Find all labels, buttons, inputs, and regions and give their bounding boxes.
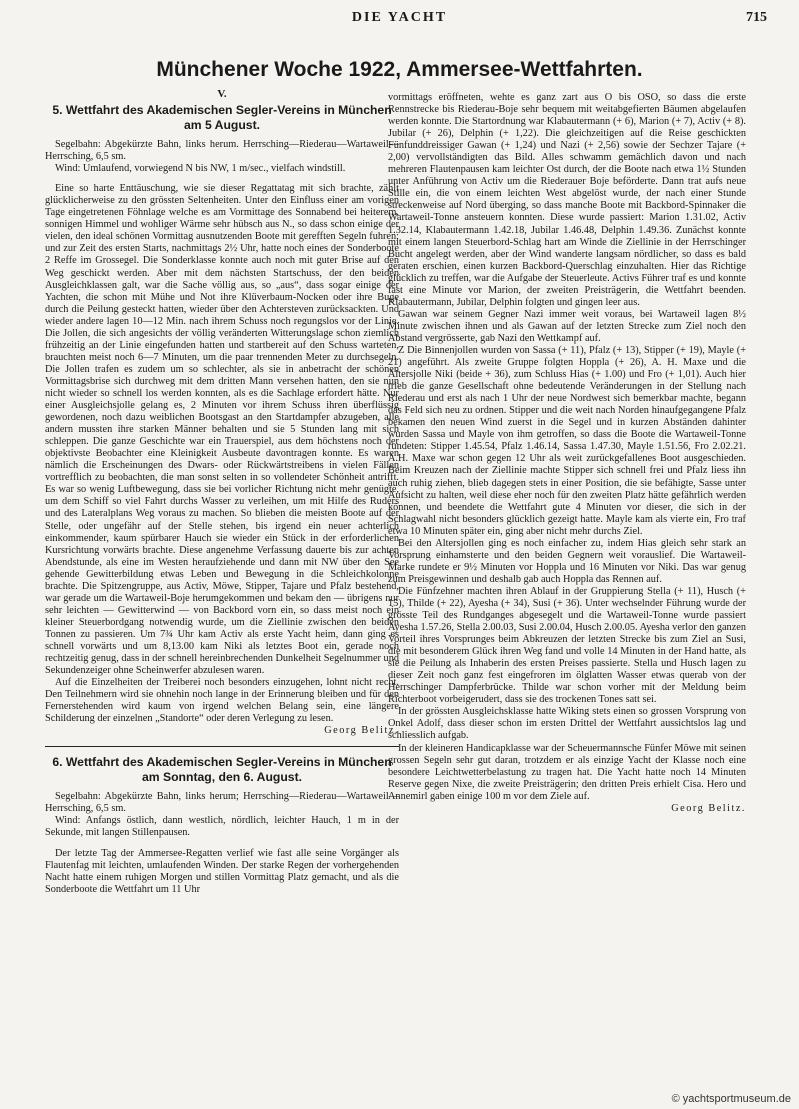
course-paragraph: Segelbahn: Abgekürzte Bahn, links herum. Herrsching—Riederau—Wartaweil—Herrsching, 6,5 sm. bbox=[45, 139, 399, 163]
left-column bbox=[45, 88, 399, 896]
author-signature: Georg Belitz. bbox=[324, 725, 399, 737]
right-column bbox=[388, 92, 746, 815]
body-paragraph: vormittags eröffneten, wehte es ganz zart aus O bis OSO, so dass die erste Rennstrecke bis Riederau-Boje sehr bequem mit weitabgefierten Bäumen abgelaufen werden konnte. Die Startordnung war Klabautermann (+ 6), Marion (+ 7), Activ (+ 8). Jubilar (+ 26), Delphin (+ 1,22). Die gleichzeitigen auf die Reise geschickten Fünfunddreissiger Gawan (+ 1,24) und Nazi (+ 2,56) sowie der Sechzer Tajare (+ 2,00) vervollständigten das Bild. Alles schwamm gemächlich davon und nach mehreren Flautenpausen kam leichter Ost durch, der die Boote nach etwa 1½ Stunden unter Anführung von Activ um die Riederauer Boje beförderte. Dann trat aufs neue Stille ein, die von einem leichten West abgelöst wurde, der nach einer Stunde streckenweise auf Nord überging, so dass manche Boote mit Backbord-Spinnaker die Wartaweil-Tonne ansteuern konnten. Diese wurde passiert: Marion 1.31.02, Activ 1.32.14, Klabautermann 1.42.18, Jubilar 1.46.48, Delphin 1.49.36. Zunächst konnte mit einem langen Steuerbord-Schlag hart am Winde die Ziellinie in der Herrschinger Bucht angelegt werden, aber der Wind wanderte langsam nördlicher, so dass es bald geraten erschien, einen kurzen Backbord-Querschlag einzuhalten. Hier das Richtige glücklich zu treffen, war die Aufgabe der Steuerleute. Activs Führer traf es und konnte fast eine Minute vor Marion, der zweiten Preisträgerin, die Wettfahrt beenden. Klabautermann, Jubilar, Delphin folgten und gingen leer aus. bbox=[388, 92, 746, 308]
body-paragraph: Die Fünfzehner machten ihren Ablauf in der Gruppierung Stella (+ 11), Husch (+ 15), Thilde (+ 22), Ayesha (+ 34), Susi (+ 36). Unter wechselnder Führung wurde der grösste Teil des Rundganges abgesegelt und die Wartaweil-Tonne wurde passiert Ayesha 1.57.26, Stella 2.00.03, Susi 2.00.04, Husch 2.00.05. Ayesha verlor den ganzen Vorteil ihres Vorsprunges beim Abkreuzen der letzten Strecke bis zum Ziel an Susi, die mit besonderem Glück ihren Weg fand und volle 14 Minuten in der Hand hatte, als sie die Peilung als Inhaberin des ersten Preises passierte. Stella und Husch lagen zu dieser Zeit noch ganz fest eingefroren im ölglatten Wasser etwas querab von der Herrschinger Dampferbrücke. Thilde war schon vorher mit der Meldung beim Richterboot vorbeigerudert, dass sie des trockenen Tones satt sei. bbox=[388, 585, 746, 706]
page-header bbox=[0, 10, 799, 36]
wind-paragraph: Wind: Anfangs östlich, dann westlich, nördlich, leichter Hauch, 1 m in der Sekunde, mit langen Stillenpausen. bbox=[45, 815, 399, 839]
article-title: Münchener Woche 1922, Ammersee-Wettfahrten. bbox=[156, 58, 643, 81]
course-paragraph: Segelbahn: Abgekürzte Bahn, links herum; Herrsching—Riederau—Wartaweil—Herrsching, 6,5 sm. bbox=[45, 791, 399, 815]
section-heading-race-6: 6. Wettfahrt des Akademischen Segler-Vereins in München am Sonntag, den 6. August. bbox=[52, 755, 392, 785]
body-paragraph: Bei den Altersjollen ging es noch einfacher zu, indem Hias gleich sehr stark an Vorsprung einhamsterte und den beiden Gegnern weit vorauslief. Die Wartaweil-Marke rundete er 9½ Minuten vor Hoppla und 16 Minuten vor Niki. Das war genug zum Preisgewinnen und deshalb gab auch Hoppla das Rennen auf. bbox=[388, 537, 746, 585]
body-paragraph: In der kleineren Handicapklasse war der Scheuermannsche Fünfer Möwe mit seinen grossen Segeln sehr gut daran, trotzdem er als einzige Yacht der Klasse noch eine besondere Leichtwetterbelastung zu tragen hat. Die Yacht hatte noch 14 Minuten Reserve gegen Nixe, die zweite Preisträgerin; den dritten Preis erhielt Cisa. Hero und Annemirl gaben einige 100 m vor dem Ziele auf. bbox=[388, 742, 746, 802]
body-paragraph: Auf die Einzelheiten der Treiberei noch besonders einzugehen, lohnt nicht recht. Den Teilnehmern wird sie ohnehin noch lange in der Erinnerung bleiben und für den Fernerstehenden wird kaum von irgend welchen Belang sein, eine längere Schilderung der einzelnen „Standorte“ oder deren Verlegung zu lesen. bbox=[45, 677, 399, 725]
body-paragraph: In der grössten Ausgleichsklasse hatte Wiking stets einen so grossen Vorsprung von Onkel Adolf, dass dieser schon im ersten Drittel der Wettfahrt aussichtslos lag und schliesslich aufgab. bbox=[388, 706, 746, 742]
page-number: 715 bbox=[746, 10, 767, 25]
body-paragraph: Eine so harte Enttäuschung, wie sie dieser Regattatag mit sich brachte, zählt glücklicherweise zu den grössten Seltenheiten. Unter den Einfluss einer am vorigen Tage eingetretenen Föhnlage welche es am Vormittage des Sonnabend bei heiterem, sonnigen Himmel und wohliger Wärme sehr hübsch aus N., so dass schon einige der vielen, den ideal schönen Vormittag ausnutzenden Boote mit gerefften Segeln fuhren; und zur Zeit des ersten Starts, nachmittags 2½ Uhr, hatte noch eines der Sonderboote 2 Reffe im Grossegel. Die Sonderklasse konnte auch noch mit guter Brise auf den Weg geschickt werden. Aber mit dem nächsten Startschuss, der den beiden Ausgleichklassen galt, war die Sache völlig aus, so „aus“, dass sogar einige der Yachten, die schon mit Mühe und Not ihre Klüverbaum-Nocken oder ihre Buge durch die Peilung gesteckt hatten, wieder über den Achtersteven zurücksackten. Und wieder andere lagen 10—12 Min. nach ihrem Schuss noch regungslos vor der Linie. Die Jollen, die sich angesichts der völlig veränderten Witterungslage schon ziemlich frühzeitig an der Linie eingefunden hatten und startbereit auf den Schuss warteten, brauchten meist noch 6—7 Minuten, um die paar trennenden Meter zu durchsegeln. Die Jollen trafen es zudem um so schlechter, als sie in anbetracht der schönen Vormittagsbrise sich durchweg mit dem dritten Mann versehen hatten, den sie nun nicht wieder so schnell los werden konnten, als es die Sachlage erfordert hätte. Nur einer Ausgleichsjolle gelang es, 2 Minuten vor ihrem Schuss ihren überflüssig gewordenen, noch dazu weiblichen Bootsgast an den Startdampfer abzugeben, alle andern mussten ihre starken Männer behalten und sie 5 Stunden lang mit sich schleppen. Die ganze Geschichte war ein Trauerspiel, aus dem höchstens noch der objektivste Beobachter eine Kleinigkeit Ausbeute davontragen konnte. Es waren nämlich die Erscheinungen des Dwars- oder Rückwärtstreibens in vielen Fällen vortrefflich zu beobachten, die man sonst selten in so vollendeter Schönheit antrifft. Es war so wenig Luftbewegung, dass sie bei vorlicher Richtung nicht mehr genügte, um dem Schiff so viel Fahrt durchs Wasser zu verleihen, um mit Hilfe des Ruders und des Lateralplans Weg voraus zu machen. So blieben die meisten Boote auf der Stelle, oder ungefähr auf der Stelle stehen, bis irgend ein neuer achterlich einkommender, kaum spürbarer Hauch sie wieder ein Stück in der erforderlichen Kursrichtung vorwärts brachte. Diese angenehme Verfassung dauerte bis zur achten Abendstunde, als eine im Westen heraufziehende und dann mit NW über den See gehende Gewitterbildung etwas Leben und Bewegung in die Schleichkolonne brachte. Die Spitzengruppe, aus Activ, Möwe, Stipper, Tajare und Pfalz bestehend, war gerade um die Wartaweil-Boje herumgekommen und bekam den — übrigens nur sehr leichten — Gewitterwind — von Backbord vorn ein, so dass meist noch ein kleiner Steuerbordgang notwendig wurde, um die Ziellinie zwischen den beiden Tonnen zu passieren. Um 7¾ Uhr kam Activ als erste Yacht heim, dann ging es schnell vorwärts und um 8,13.00 kam Niki als letztes Boot ein, gerade noch rechtzeitig genug, dass in der schnell hereinbrechenden Dunkelheit Segelnummer und Sekundenzeiger ohne Scheinwerfer abzulesen waren. bbox=[45, 183, 399, 677]
section-divider bbox=[45, 746, 399, 747]
body-paragraph: Der letzte Tag der Ammersee-Regatten verlief wie fast alle seine Vorgänger als Flautenfag mit leichten, umlaufenden Winden. Der starke Regen der vorhergehenden Nacht hatte einem ruhigen Morgen und stillen Vormittag Platz gemacht, und als die Sonderboote die Wettfahrt um 11 Uhr bbox=[45, 847, 399, 895]
author-signature: Georg Belitz. bbox=[671, 802, 746, 814]
section-heading-race-5: 5. Wettfahrt des Akademischen Segler-Vereins in München am 5 August. bbox=[52, 103, 392, 133]
body-paragraph: Gawan war seinem Gegner Nazi immer weit voraus, bei Wartaweil lagen 8½ Minute zwischen ihnen und als Gawan auf der letzten Strecke zum Ziel noch den Abstand vergrösserte, gab Nazi den Wettkampf auf. bbox=[388, 308, 746, 344]
wind-paragraph: Wind: Umlaufend, vorwiegend N bis NW, 1 m/sec., vielfach windstill. bbox=[55, 163, 346, 175]
body-paragraph: Z Die Binnenjollen wurden von Sassa (+ 11), Pfalz (+ 13), Stipper (+ 19), Mayle (+ 21) angeführt. Als zweite Gruppe folgten Hoppla (+ 26), A. H. Maxe und die Altersjolle Niki (beide + 36), zum Schluss Hias (+ 1.00) und Fro (+ 1,01). Auch hier trieb die ganze Gesellschaft ohne bedeutende Veränderungen in der Stellung nach Riederau und erst als nach 1 Uhr der neue Nordwest sich bemerkbar machte, begann das Feld sich neu zu ordnen. Stipper und die weit nach Norden hinaufgegangene Pfalz bekamen den neuen Wind zuerst in die Segel und in kurzen Abständen dahinter wurden Sassa und Mayle von ihm getroffen, so dass die Boote die Wartaweil-Tonne rundeten: Stipper 1.45.54, Pfalz 1.46.14, Sassa 1.47.30, Mayle 1.51.56, Fro 2.02.21. A.H. Maxe war schon gegen 12 Uhr als weit zurückgefallenes Boot ausgeschieden. Beim Kreuzen nach der Ziellinie machte Stipper sich schnell frei und Pfalz liess ihn auch ruhig ziehen, blieb dagegen stets in einer Position, die sie befähigte, Sasse unter Aufsicht zu halten, weil diese eher noch für den zweiten Platz hätte gefährlich werden können, und beendete die Wettfahrt gute 4 Minuten vor dieser, die sich in der Schlagwahl nicht besonders glücklich gezeigt hatte. Mayle kam als vierte ein, Fro traf etwa 10 Minuten später ein, ging aber nicht mehr durchs Ziel. bbox=[388, 344, 746, 537]
journal-title: DIE YACHT bbox=[351, 10, 448, 25]
watermark: © yachtsportmuseum.de bbox=[671, 1093, 791, 1105]
section-roman-numeral: V. bbox=[217, 88, 227, 100]
